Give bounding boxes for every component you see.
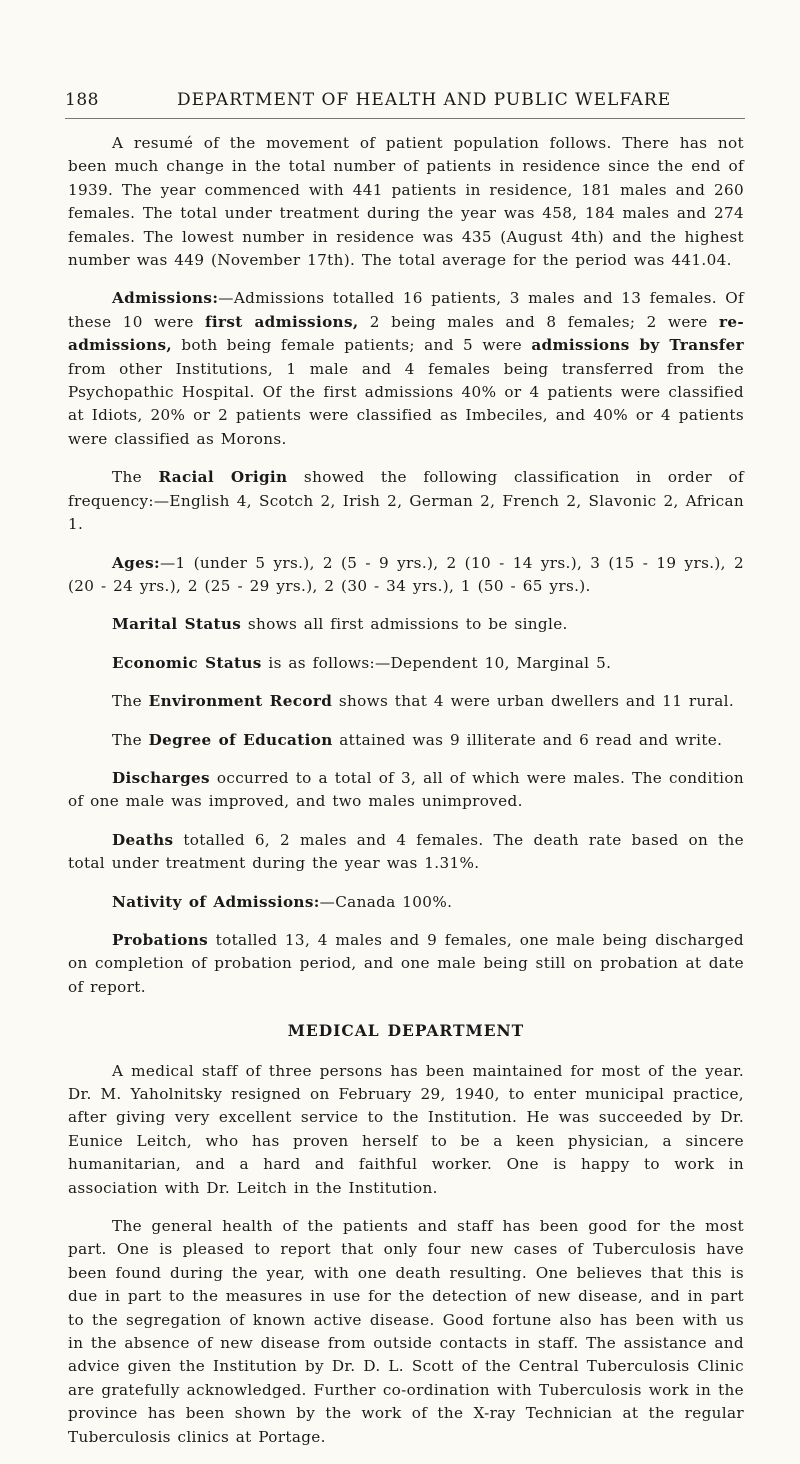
deaths-text: totalled 6, 2 males and 4 females. The death rate based on the total under treatment during the year was 1.31%. xyxy=(68,830,744,873)
deaths-heading: Deaths xyxy=(112,830,174,849)
page-body xyxy=(68,132,744,1464)
racial-text-1: The xyxy=(112,468,159,487)
environment-text-2: shows that 4 were urban dwellers and 11 rural. xyxy=(332,692,735,711)
running-title: DEPARTMENT OF HEALTH AND PUBLIC WELFARE xyxy=(177,90,672,110)
paragraph-nativity xyxy=(68,891,744,914)
admissions-text-4: from other Institutions, 1 male and 4 females being transferred from the Psychopathic Hospital. Of the first admissions 40% or 4 patients were classified at Idiots, 20% or 2 patients were classified as Imbeciles, and 40% or 4 patients were classified as Morons. xyxy=(68,359,744,448)
page-header xyxy=(65,82,745,119)
nativity-heading: Nativity of Admissions: xyxy=(112,892,320,911)
paragraph-ages xyxy=(68,552,744,599)
paragraph-racial-origin xyxy=(68,466,744,536)
economic-status-text: is as follows:—Dependent 10, Marginal 5. xyxy=(261,653,612,672)
paragraph-marital-status xyxy=(68,613,744,636)
environment-text-1: The xyxy=(112,692,149,711)
marital-status-heading: Marital Status xyxy=(112,615,242,634)
education-text-1: The xyxy=(112,730,149,749)
first-admissions-term: first admissions, xyxy=(205,312,359,331)
marital-status-text: shows all first admissions to be single. xyxy=(241,615,568,634)
paragraph-economic-status xyxy=(68,652,744,675)
paragraph-education xyxy=(68,729,744,752)
degree-of-education-heading: Degree of Education xyxy=(148,730,333,749)
admissions-text-3: both being female patients; and 5 were xyxy=(172,336,532,355)
environment-record-heading: Environment Record xyxy=(148,692,333,711)
education-text-2: attained was 9 illiterate and 6 read and write. xyxy=(332,730,723,749)
paragraph-medical-staff: A medical staff of three persons has been maintained for most of the year. Dr. M. Yaholnitsky resigned on February 29, 1940, to enter municipal practice, after giving very excellent service to the Institution. He was succeeded by Dr. Eunice Leitch, who has proven herself to be a keen physician, a sincere humanitarian, and a hard and faithful worker. One is happy to work in association with Dr. Leitch in the Institution. xyxy=(68,1061,744,1197)
admissions-text-1: —Admissions totalled 16 patients, 3 males and 13 females. Of these 10 were xyxy=(68,289,744,331)
discharges-text: occurred to a total of 3, all of which were males. The condition of one male was improved, and two males unimproved. xyxy=(68,768,744,811)
ages-text: —1 (under 5 yrs.), 2 (5 - 9 yrs.), 2 (10 - 14 yrs.), 3 (15 - 19 yrs.), 2 (20 - 24 yrs.), 2 (25 - 29 yrs.), 2 (30 - 34 yrs.), 1 (50 - 65 yrs.). xyxy=(68,553,744,595)
paragraph-population-resume: A resumé of the movement of patient population follows. There has not been much change in the total number of patients in residence since the end of 1939. The year commenced with 441 patients in residence, 181 males and 260 females. The total under treatment during the year was 458, 184 males and 274 females. The lowest number in residence was 435 (August 4th) and the highest number was 449 (November 17th). The total average for the period was 441.04. xyxy=(68,134,744,270)
racial-origin-heading: Racial Origin xyxy=(158,468,288,487)
ages-heading: Ages: xyxy=(112,553,160,572)
paragraph-environment-record xyxy=(68,690,744,713)
paragraph-probations xyxy=(68,929,744,999)
admissions-heading: Admissions: xyxy=(112,289,219,308)
paragraph-deaths xyxy=(68,829,744,876)
discharges-heading: Discharges xyxy=(112,768,210,787)
racial-text-2: showed the following classification in order of frequency:—English 4, Scotch 2, Irish 2, German 2, French 2, Slavonic 2, African 1. xyxy=(68,468,744,534)
paragraph-discharges xyxy=(68,767,744,814)
nativity-text: —Canada 100%. xyxy=(319,892,453,911)
paragraph-admissions xyxy=(68,287,744,451)
economic-status-heading: Economic Status xyxy=(112,653,262,672)
paragraph-general-health: The general health of the patients and staff has been good for the most part. One is pleased to report that only four new cases of Tuberculosis have been found during the year, with one death resulting. One believes that this is due in part to the measures in use for the detection of new disease, and in part to the segregation of known active disease. Good fortune also has been with us in the absence of new disease from outside contacts in staff. The assistance and advice given the Institution by Dr. D. L. Scott of the Central Tuberculosis Clinic are gratefully acknowledged. Further co-ordination with Tuberculosis work in the province has been shown by the work of the X-ray Technician at the regular Tuberculosis clinics at Portage. xyxy=(68,1217,744,1446)
admissions-text-2: 2 being males and 8 females; 2 were xyxy=(358,312,719,331)
probations-heading: Probations xyxy=(112,930,209,949)
probations-text: totalled 13, 4 males and 9 females, one male being discharged on completion of probation period, and one male being still on probation at date of report. xyxy=(68,930,744,996)
re-admissions-term: re-admissions, xyxy=(68,312,744,355)
section-heading-medical-department: MEDICAL DEPARTMENT xyxy=(287,1021,525,1041)
admissions-by-transfer-term: admissions by Transfer xyxy=(531,336,744,355)
page-number: 188 xyxy=(65,90,99,110)
